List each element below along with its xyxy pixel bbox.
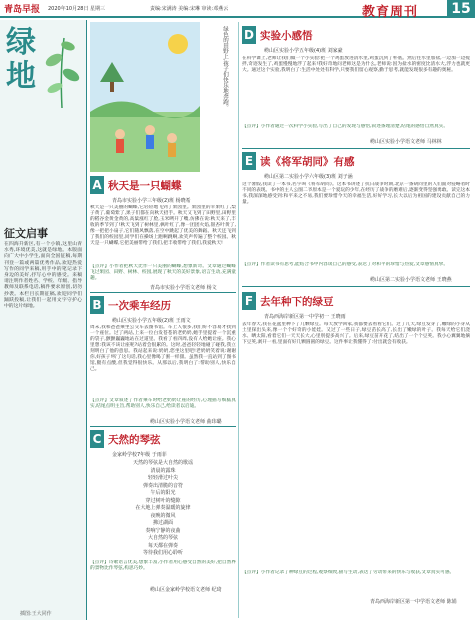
column-title-char: 地: [6, 59, 36, 94]
column-divider: [86, 20, 87, 620]
column-divider: [238, 22, 239, 618]
article-teacher: 崂山区实验小学语文老师 曲玮璐: [150, 419, 222, 425]
article-body: 这个暑假,我读了一本书,名字叫《将军胡同》。这本书讲述了抗日战争时期,北京一条胡同里的人们面对侵略者时不同的表现。书中的主人公图二爷原本是一个爱玩的少年,在经历了战争的磨难后,逐渐变得坚强勇敢。读完这本书,我深深地感受到:和平来之不易,我们要珍惜今天的幸福生活,好好学习,长大以后为祖国的建设贡献自己的力量。: [242, 182, 470, 205]
article-commentary: 【点评】作者读书有思考,能结合书中内容谈自己的感受,表达了对和平的珍惜与热爱,文章感情真挚。: [242, 262, 449, 267]
poem-line: 穿过树叶的缝隙: [145, 497, 181, 504]
article-commentary: 【点评】小作者记录了种绿豆的过程,观察细致,描写生动,表达了劳动带来的快乐与收获,文章真实可感。: [242, 570, 455, 575]
article-title: 天然的琴弦: [108, 433, 161, 446]
article-title: 一次乘车经历: [108, 299, 171, 312]
newspaper-logo: 青岛早报: [4, 5, 41, 15]
article-body: 在科学课上,老师让我们做一个小实验:把一个鸡蛋放进清水里,鸡蛋沉到了杯底。然后往水里加盐,一边加一边搅拌,奇迹发生了,鸡蛋慢慢地浮了起来!我好奇地问老师这是为什么,老师说:因为盐水的密度比清水大,浮力也就更大。通过这个实验,我明白了:生活中处处有科学,只要我们留心观察,勤于思考,就能发现很多有趣的奥秘。: [242, 56, 470, 73]
section-title: 教育周刊: [362, 5, 419, 20]
article-teacher: 青岛西海岸新区第一中学语文老师 陈娟: [370, 599, 457, 605]
poem-line: 轻轻滑过叶尖: [147, 475, 178, 481]
poem-line: 清晨的露珠: [150, 467, 176, 474]
page-header: [0, 0, 475, 18]
article-commentary: 【点评】小作者把秋天比作一只美丽的蝴蝶,想象新奇。文章通过蝴蝶飞过果园、田野、树林、校园,展现了秋天的美好景象,语言生动,充满童趣。: [90, 264, 236, 281]
column-title: [6, 26, 42, 94]
poem-line: 每天都在弹奏: [147, 542, 178, 549]
poem-line: 夜晚的微风: [150, 512, 176, 519]
article-d-header: [242, 26, 313, 44]
article-byline: 崂山区实验小学五年级(4)班 刘家豪: [264, 48, 343, 54]
divider: [242, 148, 470, 149]
poem-body: [90, 460, 236, 558]
article-title: 秋天是一只蝴蝶: [108, 179, 182, 192]
illustration-image: [90, 22, 200, 172]
poem-line: 在大地上弹奏温暖的旋律: [135, 505, 191, 511]
call-for-papers-title: 征文启事: [4, 227, 48, 240]
poem-line: 拂过湖面: [152, 520, 173, 526]
article-letter: E: [242, 152, 256, 170]
article-letter: F: [242, 292, 256, 310]
poem-line: 奏响宁静的夜曲: [145, 527, 181, 534]
illustration-caption: 绿色的田野上,孩子们快乐地奔跑。: [222, 26, 228, 111]
article-byline: 青岛市实验小学三年级(2)班 杨晓希: [112, 198, 191, 204]
poem-line: 午后的阳光: [150, 490, 176, 496]
editor-info: 责编:宋满涛 美编:宋琳 审读:邓燕云: [150, 6, 229, 12]
poem-line: 天然的琴弦是大自然的歌谣: [132, 460, 193, 466]
illustration-credit: 插图:王大同作: [20, 611, 52, 617]
article-teacher: 青岛市实验小学语文老师 杨文: [150, 285, 217, 291]
article-body: 周末,我和爸爸乘坐公交车去图书馆。车上人很多,我们好不容易才找到一个座位。过了两站,上来一位白发苍苍的老奶奶,她手里提着一个沉重的袋子,颤颤巍巍地站在过道里。我看了看四周,没有人给她让座。我心里想:我该不该让座呢?站着会很累的。这时,爸爸轻轻地碰了碰我,我立刻明白了他的意思。我站起来说:奶奶,您坐这里吧!老奶奶笑着说:谢谢你,好孩子!听了这句话,我心里像喝了蜜一样甜。虽然我一直站到了图书馆,腿有点酸,但我觉得很快乐。从那以后,我明白了:帮助别人,快乐自己。: [90, 325, 236, 372]
date-info: 2020年10月28日 星期三: [48, 6, 106, 12]
article-letter: B: [90, 296, 104, 314]
article-commentary: 【点评】文章叙述了作者乘车时给老奶奶让座的经历,心理描写细腻真实,结尾点明主旨,帮助别人,快乐自己,给读者以启迪。: [90, 398, 236, 409]
article-teacher: 崂山区第二实验小学语文老师 王晓燕: [370, 277, 452, 283]
article-title: 去年种下的绿豆: [260, 295, 334, 308]
divider: [90, 292, 236, 293]
page-number: 15: [447, 0, 475, 18]
article-commentary: 【点评】小作者通过一次科学小实验,写出了自己的发现与感悟,叙述条理清楚,结尾的感悟自然真实。: [242, 124, 449, 129]
article-letter: A: [90, 176, 104, 194]
article-c-header: [90, 430, 161, 448]
article-body: 去年春天,我在花盆里种下了几颗绿豆。每天放学回家,我都要去看看它们。过了几天,绿豆发芽了,嫩绿的小芽从土里探出头来,像一个个好奇的小娃娃。又过了一些日子,绿豆苗长高了,长出了嫩绿的叶子。我每天给它们浇水、晒太阳,看着它们一天天长大,心里别提多高兴了。后来,绿豆苗开花了,结出了一个个豆荚。我小心翼翼地摘下豆荚,剥开一看,里面有好几颗圆圆的绿豆。这件事让我懂得了:付出就会有收获。: [242, 322, 470, 345]
article-body: 秋天是一只美丽的蝴蝶,它轻轻地飞到了果园里。果园里的苹果红了,梨子黄了,葡萄紫了,果子们都在向秋天招手。秋天又飞到了田野里,田野里的稻谷金黄金黄的,高粱涨红了脸,玉米咧开了嘴,仿佛在说:秋天来了,丰收的季节到了!秋天飞到了树林里,枫叶红了,像一团团火焰,银杏叶黄了,像一把把小扇子,它们随风飘落,在空中跳起了优美的舞蹈。秋天还飞到了我们的校园里,同学们在操场上跑啊跳啊,欢笑声传遍了整个校园。秋天是一只蝴蝶,它把美丽带给了我们,把丰收带给了我们,我爱秋天!: [90, 205, 236, 246]
left-column: [0, 20, 86, 620]
article-f-header: [242, 292, 334, 310]
article-letter: D: [242, 26, 256, 44]
article-b-header: [90, 296, 171, 314]
article-byline: 金家岭学校7年级 于雨菲: [112, 452, 167, 458]
divider: [90, 426, 236, 427]
call-for-papers-body: 在四海升新区,有一个小镇,这里山青水秀,环境优美,这就是绿地。本版面向广大中小学生,面向全国征稿,每期刊登一篇或两篇优秀作品,欢迎热爱写作的同学来稿,用手中的笔记录下身边的美好,抒写心中的感受。来稿请注明作者姓名、学校、年级、指导教师及联系电话,稿件要求原创,切勿抄袭。本栏目长期征稿,欢迎同学们踊跃投稿,让我们一起用文字守护心中的这片绿地。: [4, 242, 82, 310]
article-teacher: 崂山区实验小学语文老师 马林林: [370, 139, 442, 145]
article-a-header: [90, 176, 182, 194]
divider: [242, 286, 470, 287]
poem-line: 弹奏出清脆的音符: [142, 482, 183, 489]
column-title-char: 绿: [6, 25, 36, 60]
article-byline: 崂山区第二实验小学六年级(3)班 刘子涵: [264, 174, 353, 180]
article-commentary: 【点评】诗歌语言优美,想象丰富,小作者用心感受自然的美好,把自然界的景物比作琴弦,构思巧妙。: [90, 560, 236, 571]
article-e-header: [242, 152, 355, 170]
article-title: 读《将军胡同》有感: [260, 155, 355, 168]
leaf-illustration: [42, 30, 82, 110]
poem-line: 大自然的琴弦: [147, 535, 178, 541]
article-letter: C: [90, 430, 104, 448]
article-byline: 崂山区实验小学五年级(2)班 王雨文: [112, 318, 191, 324]
article-byline: 青岛西海岸新区第一中学初一 王晓雨: [264, 314, 346, 320]
poem-line: 等待我们用心聆听: [142, 550, 183, 556]
article-title: 实验小感悟: [260, 29, 313, 42]
article-teacher: 崂山区金家岭学校语文老师 纪琦: [150, 587, 222, 593]
